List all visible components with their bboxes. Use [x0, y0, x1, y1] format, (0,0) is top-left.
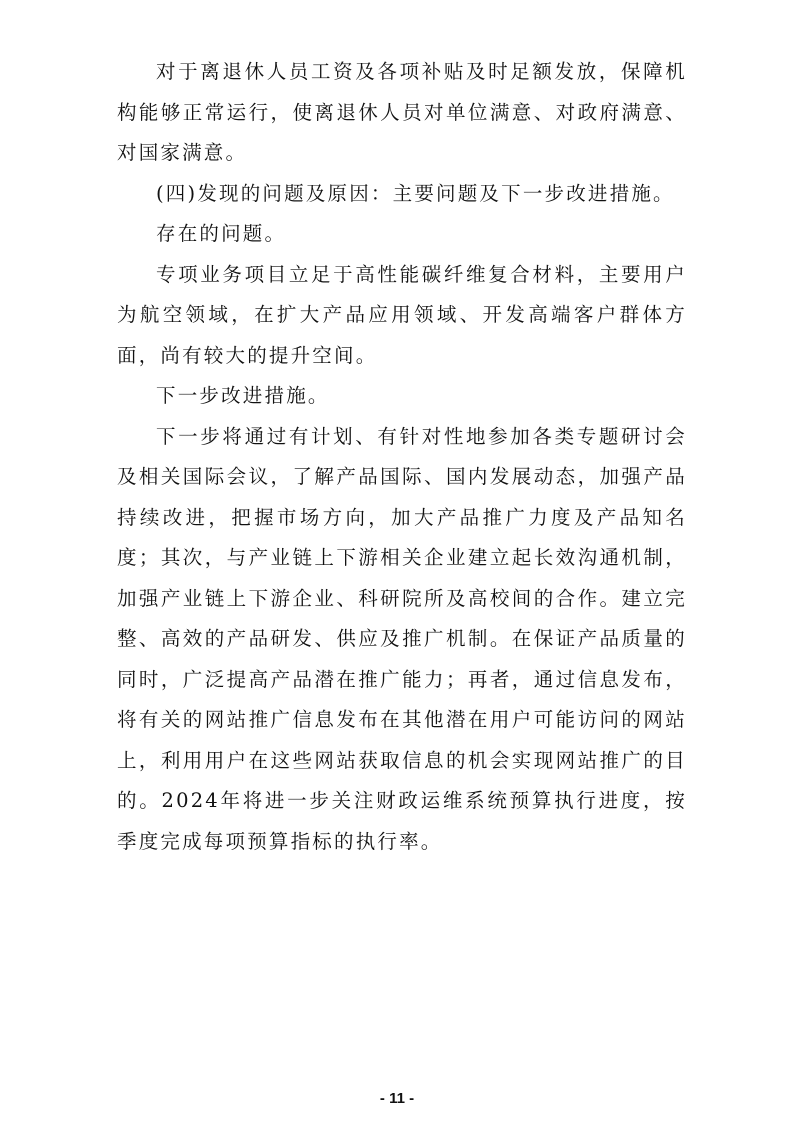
paragraph-issues-heading: (四)发现的问题及原因：主要问题及下一步改进措施。 — [156, 181, 675, 205]
paragraph-improvement-heading: 下一步改进措施。 — [156, 384, 330, 407]
paragraph-retiree-payments: 对于离退休人员工资及各项补贴及时足额发放，保障机构能够正常运行，使离退休人员对单位满意、对政府满意、对国家满意。 — [117, 60, 687, 164]
document-body — [117, 52, 687, 862]
paragraph-existing-problems: 专项业务项目立足于高性能碳纤维复合材料，主要用户为航空领域，在扩大产品应用领域、开发高端客户群体方面，尚有较大的提升空间。 — [117, 262, 687, 367]
page-number: - 11 - — [379, 1090, 415, 1107]
paragraph-improvement-measures: 下一步将通过有计划、有针对性地参加各类专题研讨会及相关国际会议，了解产品国际、国内发展动态，加强产品持续改进，把握市场方向，加大产品推广力度及产品知名度；其次，与产业链上下游相关企业建立起长效沟通机制，加强产业链上下游企业、科研院所及高校间的合作。建立完整、高效的产品研发、供应及推广机制。在保证产品质量的同时，广泛提高产品潜在推广能力；再者，通过信息发布，将有关的网站推广信息发布在其他潜在用户可能访问的网站上，利用用户在这些网站获取信息的机会实现网站推广的目的。2024年将进一步关注财政运维系统预算执行进度，按季度完成每项预算指标的执行率。 — [117, 424, 687, 853]
paragraph-existing-problems-heading: 存在的问题。 — [156, 222, 287, 245]
